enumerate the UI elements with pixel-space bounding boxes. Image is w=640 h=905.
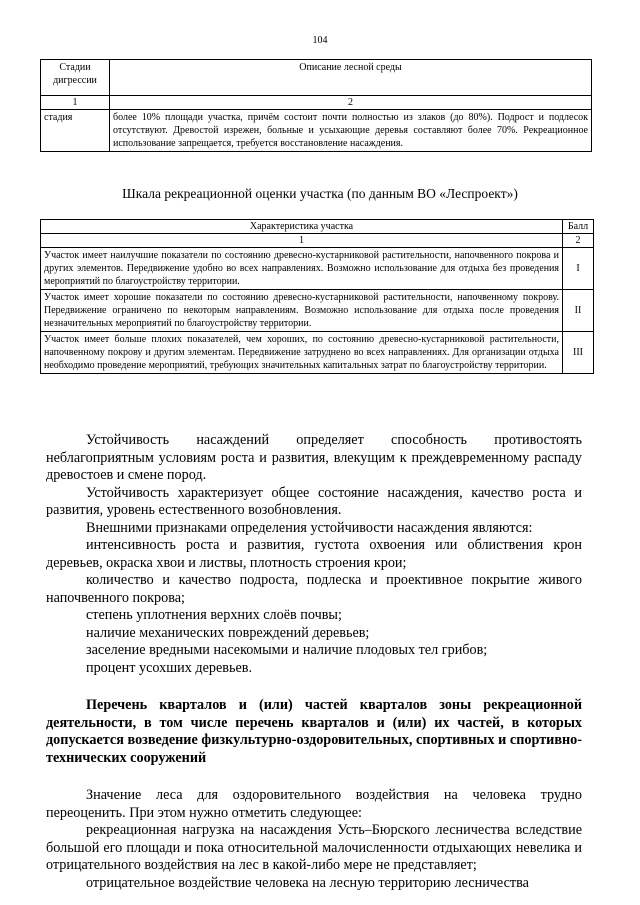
list-item: количество и качество подроста, подлеска и проективное покрытие живого напочвенного покрова; [46,572,582,606]
list-item: интенсивность роста и развития, густота охвоения или облиствения крон деревьев, окраска хвои и листвы, плотность строения крои; [46,537,582,571]
list-item: наличие механических повреждений деревьев; [86,624,370,641]
body-text [46,432,582,892]
table-header-row [41,220,594,234]
header-description: Описание лесной среды [110,60,592,96]
table-row [41,110,592,152]
characteristic-cell: Участок имеет больше плохих показателей, чем хороших, по состоянию древесно-кустарниковой растительности, напочвенному покрову и другим элементам. Передвижение затруднено во всех направлениях. Для организации отдыха необходимо проведение мероприятий, требующих значительных капитальных затрат по благоустройству территории. [41,332,563,374]
table-row [41,290,594,332]
col-number-1: 1 [41,234,563,248]
score-cell: III [563,332,594,374]
paragraph: Значение леса для оздоровительного воздействия на человека трудно переоценить. При этом нужно отметить следующее: [46,787,582,821]
digression-table [40,59,592,152]
paragraph: Устойчивость насаждений определяет способность противостоять неблагоприятным условиям роста и развития, влекущим к преждевременному распаду древостоев и смене пород. [46,432,582,483]
characteristic-cell: Участок имеет хорошие показатели по состоянию древесно-кустарниковой растительности, напочвенному покрову. Передвижение ограничено по некоторым направлениям. Возможно использование для отдыха после проведения незначительных мероприятий по благоустройству территории. [41,290,563,332]
table-number-row [41,96,592,110]
table-row [41,248,594,290]
table-header-row [41,60,592,96]
paragraph: Устойчивость характеризует общее состояние насаждения, качество роста и развития, уровень естественного возобновления. [46,484,582,518]
header-score: Балл [563,220,594,234]
score-cell: I [563,248,594,290]
col-number-2: 2 [110,96,592,110]
header-characteristic: Характеристика участка [41,220,563,234]
header-stage: Стадии дигрессии [41,60,110,96]
page-number: 104 [312,35,328,46]
scale-table-title: Шкала рекреационной оценки участка (по данным ВО «Леспроект») [122,186,518,201]
list-item: рекреационная нагрузка на насаждения Усть–Бюрского лесничества вследствие большой его площади и пока относительной малочисленности отдыхающих невелика и отрицательного воздействия на лес в какой-либо мере не представляет; [46,822,582,873]
list-item: степень уплотнения верхних слоёв почвы; [86,607,342,623]
table-row [41,332,594,374]
description-cell: более 10% площади участка, причём состоит почти полностью из злаков (до 80%). Подрост и подлесок отсутствуют. Древостой изрежен, больные и усыхающие деревья составляют более 70%. Рекреационное использование запрещается, требуется восстановление насаждения. [110,110,592,152]
characteristic-cell: Участок имеет наилучшие показатели по состоянию древесно-кустарниковой растительности, напочвенного покрова и других элементов. Передвижение удобно во всех направлениях. Возможно использование для отдыха без проведения мероприятий по благоустройству территории. [41,248,563,290]
stage-cell: стадия [41,110,110,152]
score-cell: II [563,290,594,332]
list-item: отрицательное воздействие человека на лесную территорию лесничества [86,874,529,891]
paragraph: Внешними признаками определения устойчивости насаждения являются: [86,519,533,536]
col-number-2: 2 [563,234,594,248]
table-number-row [41,234,594,248]
recreation-scale-table [40,219,594,374]
list-item: заселение вредными насекомыми и наличие плодовых тел грибов; [86,642,488,658]
section-heading: Перечень кварталов и (или) частей кварталов зоны рекреационной деятельности, в том числе перечень кварталов и (или) их частей, в которых допускается возведение физкультурно-оздоровительных, спортивных и спортивно-технических сооружений [46,697,582,766]
list-item: процент усохших деревьев. [86,659,253,676]
col-number-1: 1 [41,96,110,110]
